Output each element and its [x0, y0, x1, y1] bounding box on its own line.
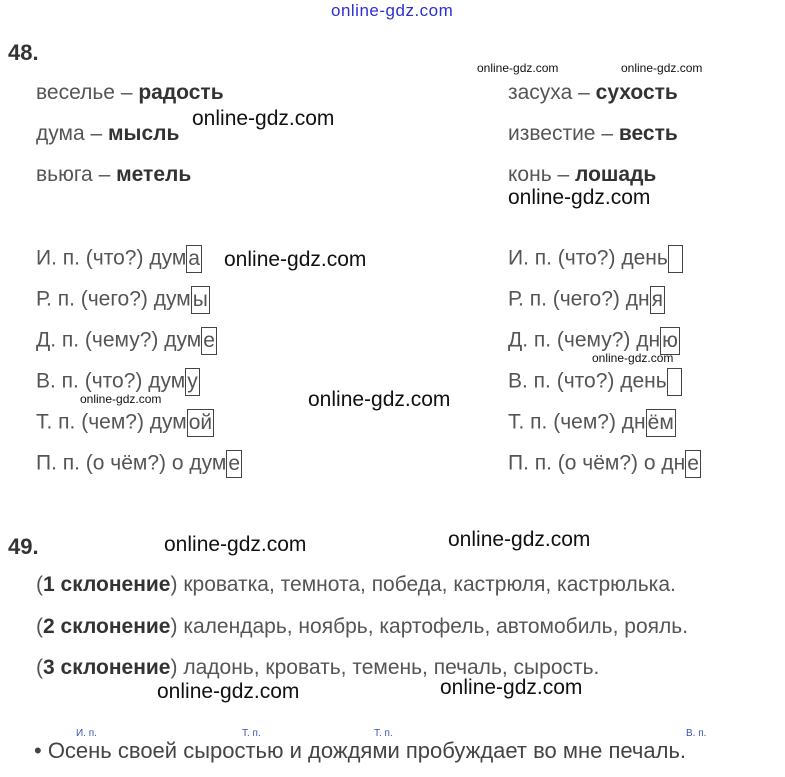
ending-box: ю — [660, 327, 680, 355]
case-label: В. п. — [686, 728, 707, 739]
declension-row: П. п. (о чём?) о думе — [36, 450, 242, 478]
top-watermark: online-gdz.com — [331, 1, 454, 20]
ending-box: ём — [646, 409, 676, 437]
watermark-large: online-gdz.com — [440, 676, 583, 699]
synonym-pair: дума – мысль — [36, 122, 180, 145]
declension-row: И. п. (что?) день — [508, 245, 683, 273]
example-sentence: • Осень своей сыростью и дождями пробуждает во мне печаль. — [34, 738, 687, 763]
declension-row: В. п. (что?) думу — [36, 368, 200, 396]
declension-row: Т. п. (чем?) думой — [36, 409, 214, 437]
watermark-large: online-gdz.com — [164, 533, 307, 556]
watermark-large: online-gdz.com — [448, 528, 591, 551]
case-label: Т. п. — [242, 728, 261, 739]
ending-box: е — [201, 327, 217, 355]
watermark-large: online-gdz.com — [308, 388, 451, 411]
declension-row: Р. п. (чего?) дня — [508, 286, 665, 314]
declension-group: (3 склонение) ладонь, кровать, темень, печаль, сырость. — [36, 656, 600, 679]
ending-box: я — [650, 286, 665, 314]
synonym-pair: известие – весть — [508, 122, 678, 145]
watermark-large: online-gdz.com — [157, 680, 300, 703]
watermark-large: online-gdz.com — [192, 107, 335, 130]
declension-row: Д. п. (чему?) дню — [508, 327, 680, 355]
watermark-small: online-gdz.com — [621, 61, 703, 75]
watermark-small: online-gdz.com — [477, 61, 559, 75]
case-label: Т. п. — [374, 728, 393, 739]
watermark-small: online-gdz.com — [80, 392, 162, 406]
watermark-large: online-gdz.com — [508, 186, 651, 209]
ending-box-empty — [668, 245, 683, 273]
ending-box: а — [186, 245, 202, 273]
declension-row: Р. п. (чего?) думы — [36, 286, 210, 314]
synonym-pair: вьюга – метель — [36, 163, 192, 186]
synonym-pair: веселье – радость — [36, 81, 224, 104]
declension-group: (2 склонение) календарь, ноябрь, картофель, автомобиль, рояль. — [36, 615, 689, 638]
ending-box-empty — [667, 368, 682, 396]
ending-box: е — [685, 450, 701, 478]
ending-box: е — [226, 450, 242, 478]
watermark-large: online-gdz.com — [224, 248, 367, 271]
exercise-48-number: 48. — [8, 40, 39, 65]
declension-row: И. п. (что?) дума — [36, 245, 202, 273]
synonym-pair: засуха – сухость — [508, 81, 678, 104]
ending-box: ы — [191, 286, 210, 314]
case-label: И. п. — [76, 728, 97, 739]
declension-row: Д. п. (чему?) думе — [36, 327, 217, 355]
watermark-small: online-gdz.com — [592, 351, 674, 365]
ending-box: ой — [187, 409, 214, 437]
synonym-pair: конь – лошадь — [508, 163, 657, 186]
ending-box: у — [185, 368, 200, 396]
exercise-49-number: 49. — [8, 534, 39, 559]
declension-row: П. п. (о чём?) о дне — [508, 450, 701, 478]
declension-row: Т. п. (чем?) днём — [508, 409, 676, 437]
declension-row: В. п. (что?) день — [508, 368, 682, 396]
declension-group: (1 склонение) кроватка, темнота, победа, кастрюля, кастрюлька. — [36, 573, 676, 596]
